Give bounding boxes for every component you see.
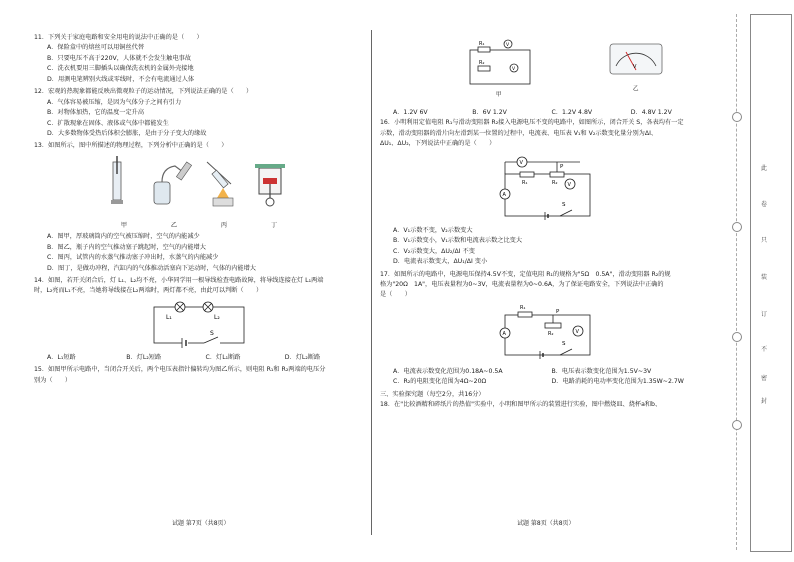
question-stem-line2: 示数，滑动变阻器的滑片向左滑到某一位置的过程中，电流表、电压表 V₁和 V₂示数变化量分别为ΔI、 [380, 129, 658, 137]
option-a: A．图甲，厚玻璃筒内的空气被压缩时，空气的内能减少 [47, 233, 200, 241]
option-d: D．4.8V 1.2V [630, 109, 672, 116]
option-a: A．L₁短路 [47, 353, 76, 361]
q15-figures [460, 38, 710, 104]
option-c: C．灯L₁断路 [205, 353, 241, 361]
ammeter-a-symbol: A [502, 330, 506, 337]
binding-hole-marker [732, 112, 742, 122]
binding-label: 只 [760, 237, 767, 244]
option-row-2 [393, 378, 710, 385]
section-title: 三、实验探究题（每空2分，共16分） [380, 390, 485, 398]
option-a: A．保险盒中的熔丝可以用铜丝代替 [47, 44, 145, 52]
option-d: D．电流表示数变大，ΔU₁/ΔI 变小 [393, 258, 488, 266]
binding-label: 卷 [760, 201, 767, 208]
binding-margin [722, 14, 792, 550]
rheostat-circuit-q17 [490, 303, 600, 363]
left-column [34, 34, 364, 389]
question-stem-line1: 14．如图，若开关闭合后，灯 L₁、L₂均不亮，小华同学用一根导线检查电路故障，将导线连接在灯 L₁两端 [34, 277, 324, 284]
figure-label-yi: 乙 [170, 221, 178, 229]
question-stem: 11．下列关于家庭电路和安全用电的说法中正确的是（ ） [34, 34, 203, 41]
question-stem-line3: 是（ ） [380, 291, 411, 299]
page-footer-left: 试题 第7页（共8页） [172, 520, 230, 527]
option-row-1 [393, 368, 710, 375]
binding-hole-marker [732, 332, 742, 342]
option-a: A．电流表示数变化范围为0.18A~0.5A [393, 367, 503, 375]
question-17 [380, 271, 710, 386]
option-c: C．V₂示数变大，ΔU₂/ΔI 不变 [393, 247, 475, 255]
option-a: A．V₁示数不变，V₂示数变大 [393, 226, 473, 234]
binding-label: 此 [760, 165, 767, 172]
question-stem: 12．宏观的热现象都能反映出微观粒子的运动情况，下列说法正确的是（ ） [34, 88, 253, 96]
binding-label: 封 [760, 398, 767, 405]
ammeter-a-symbol: A [502, 191, 506, 198]
question-14 [34, 277, 364, 361]
option-b: B．电压表示数变化范围为1.5V~3V [551, 367, 652, 375]
figure-label-ding: 丁 [270, 221, 278, 229]
r1-label: R₁ [479, 41, 485, 47]
r2-label: R₂ [479, 60, 485, 66]
binding-hole-marker [732, 420, 742, 430]
question-12 [34, 88, 364, 137]
voltmeter-v-symbol: V [506, 43, 510, 48]
binding-label: 不 [760, 346, 767, 353]
binding-strip [750, 14, 792, 552]
lamp-l2-label: L₂ [214, 313, 220, 321]
voltmeter-v1-symbol: V [512, 67, 516, 72]
option-b: B．只要电压不高于220V，人体就不会发生触电事故 [47, 54, 192, 62]
switch-s-label: S [562, 201, 566, 208]
question-stem-line3: ΔU₁、ΔU₂，下列说法中正确的是（ ） [380, 140, 496, 148]
option-b: B．图乙，瓶子内的空气推动塞子跳起时，空气的内能增大 [47, 243, 206, 251]
option-c: C．洗衣机要用三脚插头以确保洗衣机的金属外壳接地 [47, 65, 194, 73]
r2-label: R₂ [552, 179, 558, 186]
r1-label: R₁ [522, 179, 528, 186]
cut-line [736, 14, 737, 550]
figure-label-jia: 甲 [496, 92, 502, 98]
option-b: B．灯L₂短路 [126, 353, 162, 361]
voltmeter-v2-symbol: V [567, 181, 571, 188]
question-stem-line1: 15．如图甲所示电路中，当闭合开关后，两个电压表指针偏转均为图乙所示，则电阻 R₁和 R₂两端的电压分 [34, 366, 326, 374]
r2-label: R₂ [548, 330, 554, 337]
voltage-circuit-and-meter [460, 38, 680, 104]
figure-label-yi: 乙 [633, 86, 639, 92]
option-c: C．扩散现象在固体、液体或气体中都能发生 [47, 119, 169, 127]
option-c: C．R₂的电阻变化范围为4Ω~20Ω [393, 378, 487, 386]
option-c: C．1.2V 4.8V [551, 109, 593, 116]
rheostat-circuit-q16 [490, 152, 600, 222]
option-d: D．电路消耗的电功率变化范围为1.35W~2.7W [551, 378, 684, 386]
option-d: D．大多数物体受热后体积会膨胀，是由于分子变大的缘故 [47, 129, 207, 137]
binding-hole-marker [732, 222, 742, 232]
option-row [47, 354, 364, 361]
meter-v-symbol: V [633, 64, 637, 70]
figure-label-jia: 甲 [120, 221, 128, 229]
question-stem-line2: 格为"20Ω 1A"，电压表量程为0~3V，电流表量程为0~0.6A，为了保证电路安全，下列说法中正确的 [380, 280, 664, 288]
q15-option-row [393, 109, 710, 116]
switch-s-label: S [210, 329, 214, 337]
question-16 [380, 119, 710, 265]
lamp-l1-label: L₁ [166, 313, 172, 321]
circuit-figure-q17 [380, 303, 710, 363]
slider-p-label: P [556, 308, 560, 315]
question-11 [34, 34, 364, 83]
switch-s-label: S [562, 340, 566, 347]
right-column [380, 34, 710, 412]
figure-label-bing: 丙 [220, 221, 228, 229]
option-a: A．气体容易被压缩，是因为气体分子之间有引力 [47, 98, 182, 106]
circuit-figure-q14 [34, 299, 364, 349]
option-d: D．灯L₂断路 [284, 353, 321, 361]
figure-labels [34, 222, 364, 229]
question-18-stem: 18．在"比较酒精和碎纸片的热值"实验中，小明和图甲所示的装置进行实验，图中燃烧皿、烧杯a和b、 [380, 401, 662, 409]
option-b: B．V₁示数变小，V₁示数和电流表示数之比变大 [393, 237, 523, 245]
option-b: B．6V 1.2V [472, 109, 507, 116]
thermal-experiments-illustration [99, 154, 299, 220]
option-d: D．图丁，是做功冲程，汽缸内的气体推动活塞向下运动时，气体的内能增大 [47, 264, 256, 272]
question-15 [34, 366, 364, 384]
option-d: D．用测电笔辨别火线或零线时，不会有电流通过人体 [47, 75, 195, 83]
column-divider [371, 30, 372, 535]
question-stem: 13．如图所示，图中所描述的物理过程，下列分析中正确的是（ ） [34, 142, 228, 150]
voltmeter-v-symbol: V [575, 328, 579, 335]
r1-label: R₁ [520, 304, 526, 311]
circuit-figure-q16 [380, 152, 710, 222]
question-stem-line2: 别为（ ） [34, 376, 72, 384]
binding-label: 装 [760, 274, 767, 281]
option-b: B．对物体加热，它的温度一定升高 [47, 109, 145, 117]
slider-p-label: P [560, 163, 564, 170]
series-lamp-circuit [144, 299, 254, 349]
question-stem-line1: 17．如图所示的电路中，电源电压保持4.5V不变，定值电阻 R₁的规格为"5Ω 0.5A"，滑动变阻器 R₂的规 [380, 270, 671, 278]
page-footer-right: 试题 第8页（共8页） [517, 520, 575, 527]
option-a: A．1.2V 6V [393, 109, 428, 116]
voltmeter-v1-symbol: V [519, 159, 523, 166]
experiment-figures [34, 154, 364, 220]
question-13 [34, 142, 364, 272]
binding-label: 密 [760, 375, 767, 382]
question-stem-line2: 时，L₂亮而L₁不亮，当她将导线接在L₂两端时，两灯都不亮，由此可以判断（ ） [34, 287, 263, 295]
binding-label: 订 [760, 311, 767, 318]
question-stem-line1: 16．小明利用定值电阻 R₁与滑动变阻器 R₂接入电源电压不变的电路中，如图所示，闭合开关 S，各表均有一定 [380, 119, 684, 127]
option-c: C．图丙，试管内的水蒸气推动塞子冲出时，水蒸气的内能减少 [47, 254, 219, 262]
